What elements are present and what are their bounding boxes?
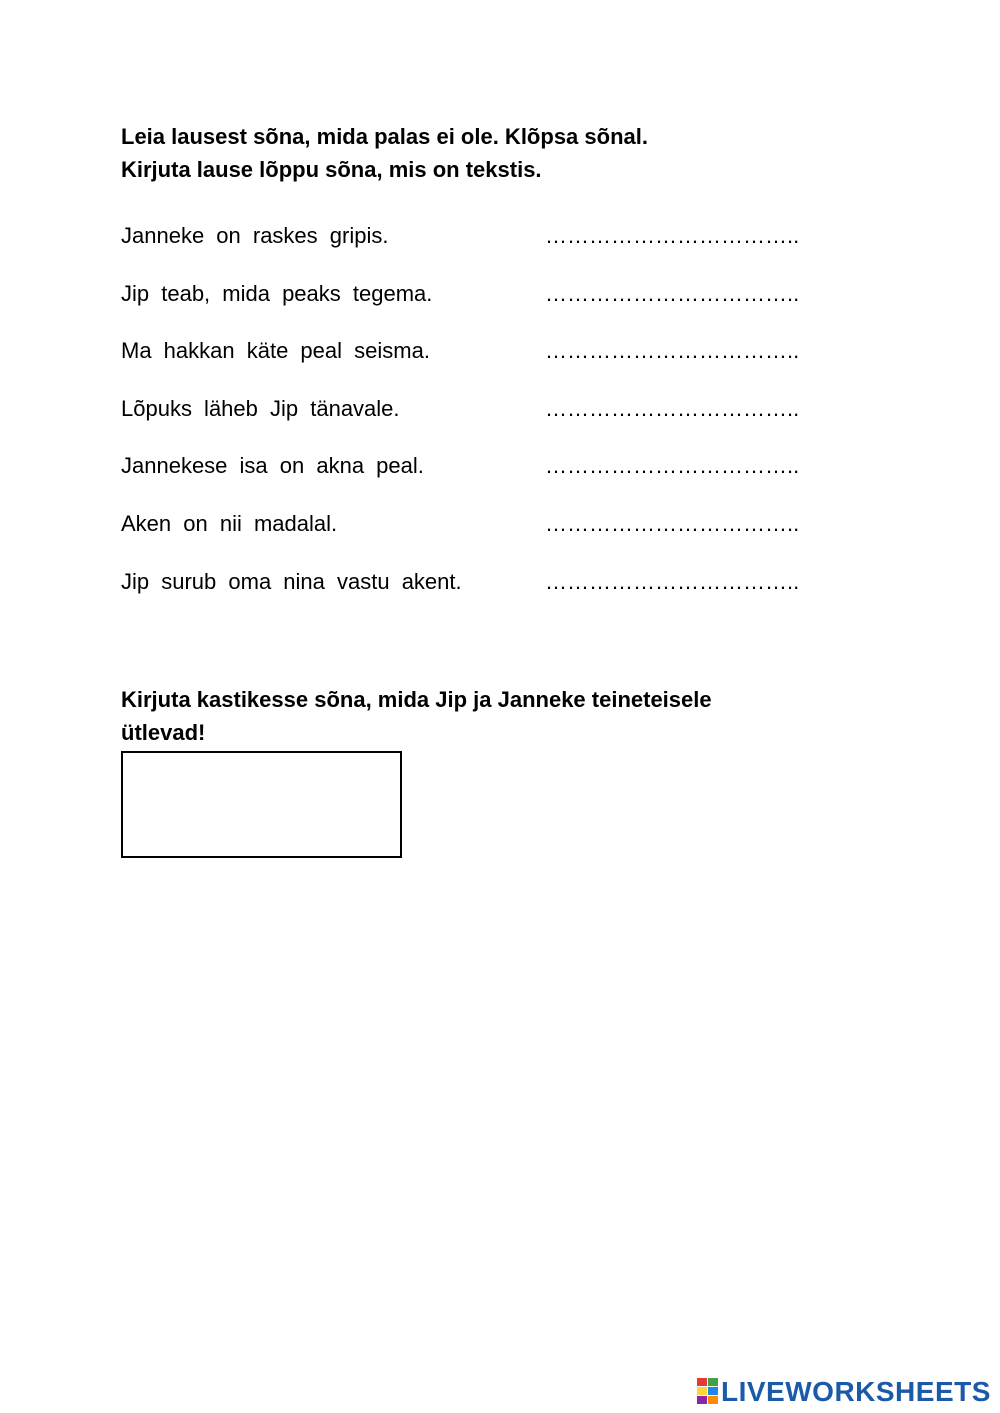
- sentence-text[interactable]: Jip surub oma nina vastu akent.: [121, 569, 462, 594]
- sentence-text[interactable]: Lõpuks läheb Jip tänavale.: [121, 396, 400, 421]
- answer-blank[interactable]: ……………………………..: [545, 511, 800, 536]
- answer-blank[interactable]: ……………………………..: [545, 569, 800, 594]
- sentence-text[interactable]: Ma hakkan käte peal seisma.: [121, 338, 430, 363]
- answer-blank[interactable]: ……………………………..: [545, 281, 800, 306]
- answer-blank[interactable]: ……………………………..: [545, 223, 800, 248]
- sentence-text[interactable]: Jannekese isa on akna peal.: [121, 453, 424, 478]
- liveworksheets-logo-icon: [697, 1378, 719, 1406]
- sentence-row: [121, 278, 881, 310]
- brand-watermark: [697, 1375, 991, 1409]
- answer-blank[interactable]: ……………………………..: [545, 396, 800, 421]
- sentence-text[interactable]: Aken on nii madalal.: [121, 511, 338, 536]
- answer-blank[interactable]: ……………………………..: [545, 338, 800, 363]
- sentence-row: [121, 450, 881, 482]
- sentence-text[interactable]: Jip teab, mida peaks tegema.: [121, 281, 433, 306]
- instruction-line-1: Leia lausest sõna, mida palas ei ole. Klõpsa sõnal.: [121, 124, 648, 149]
- exercise2-title-line-2: ütlevad!: [121, 720, 206, 745]
- instruction-line-2: Kirjuta lause lõppu sõna, mis on tekstis.: [121, 157, 542, 182]
- answer-box[interactable]: [121, 751, 402, 858]
- instructions: [121, 120, 881, 186]
- exercise2-title: [121, 683, 881, 749]
- answer-blank[interactable]: ……………………………..: [545, 453, 800, 478]
- sentence-row: [121, 566, 881, 598]
- sentence-text[interactable]: Janneke on raskes gripis.: [121, 223, 389, 248]
- brand-name: LIVEWORKSHEETS: [721, 1376, 991, 1407]
- sentence-row: [121, 393, 881, 425]
- sentence-row: [121, 335, 881, 367]
- sentence-row: [121, 508, 881, 540]
- exercise2-title-line-1: Kirjuta kastikesse sõna, mida Jip ja Janneke teineteisele: [121, 687, 712, 712]
- sentence-row: [121, 220, 881, 252]
